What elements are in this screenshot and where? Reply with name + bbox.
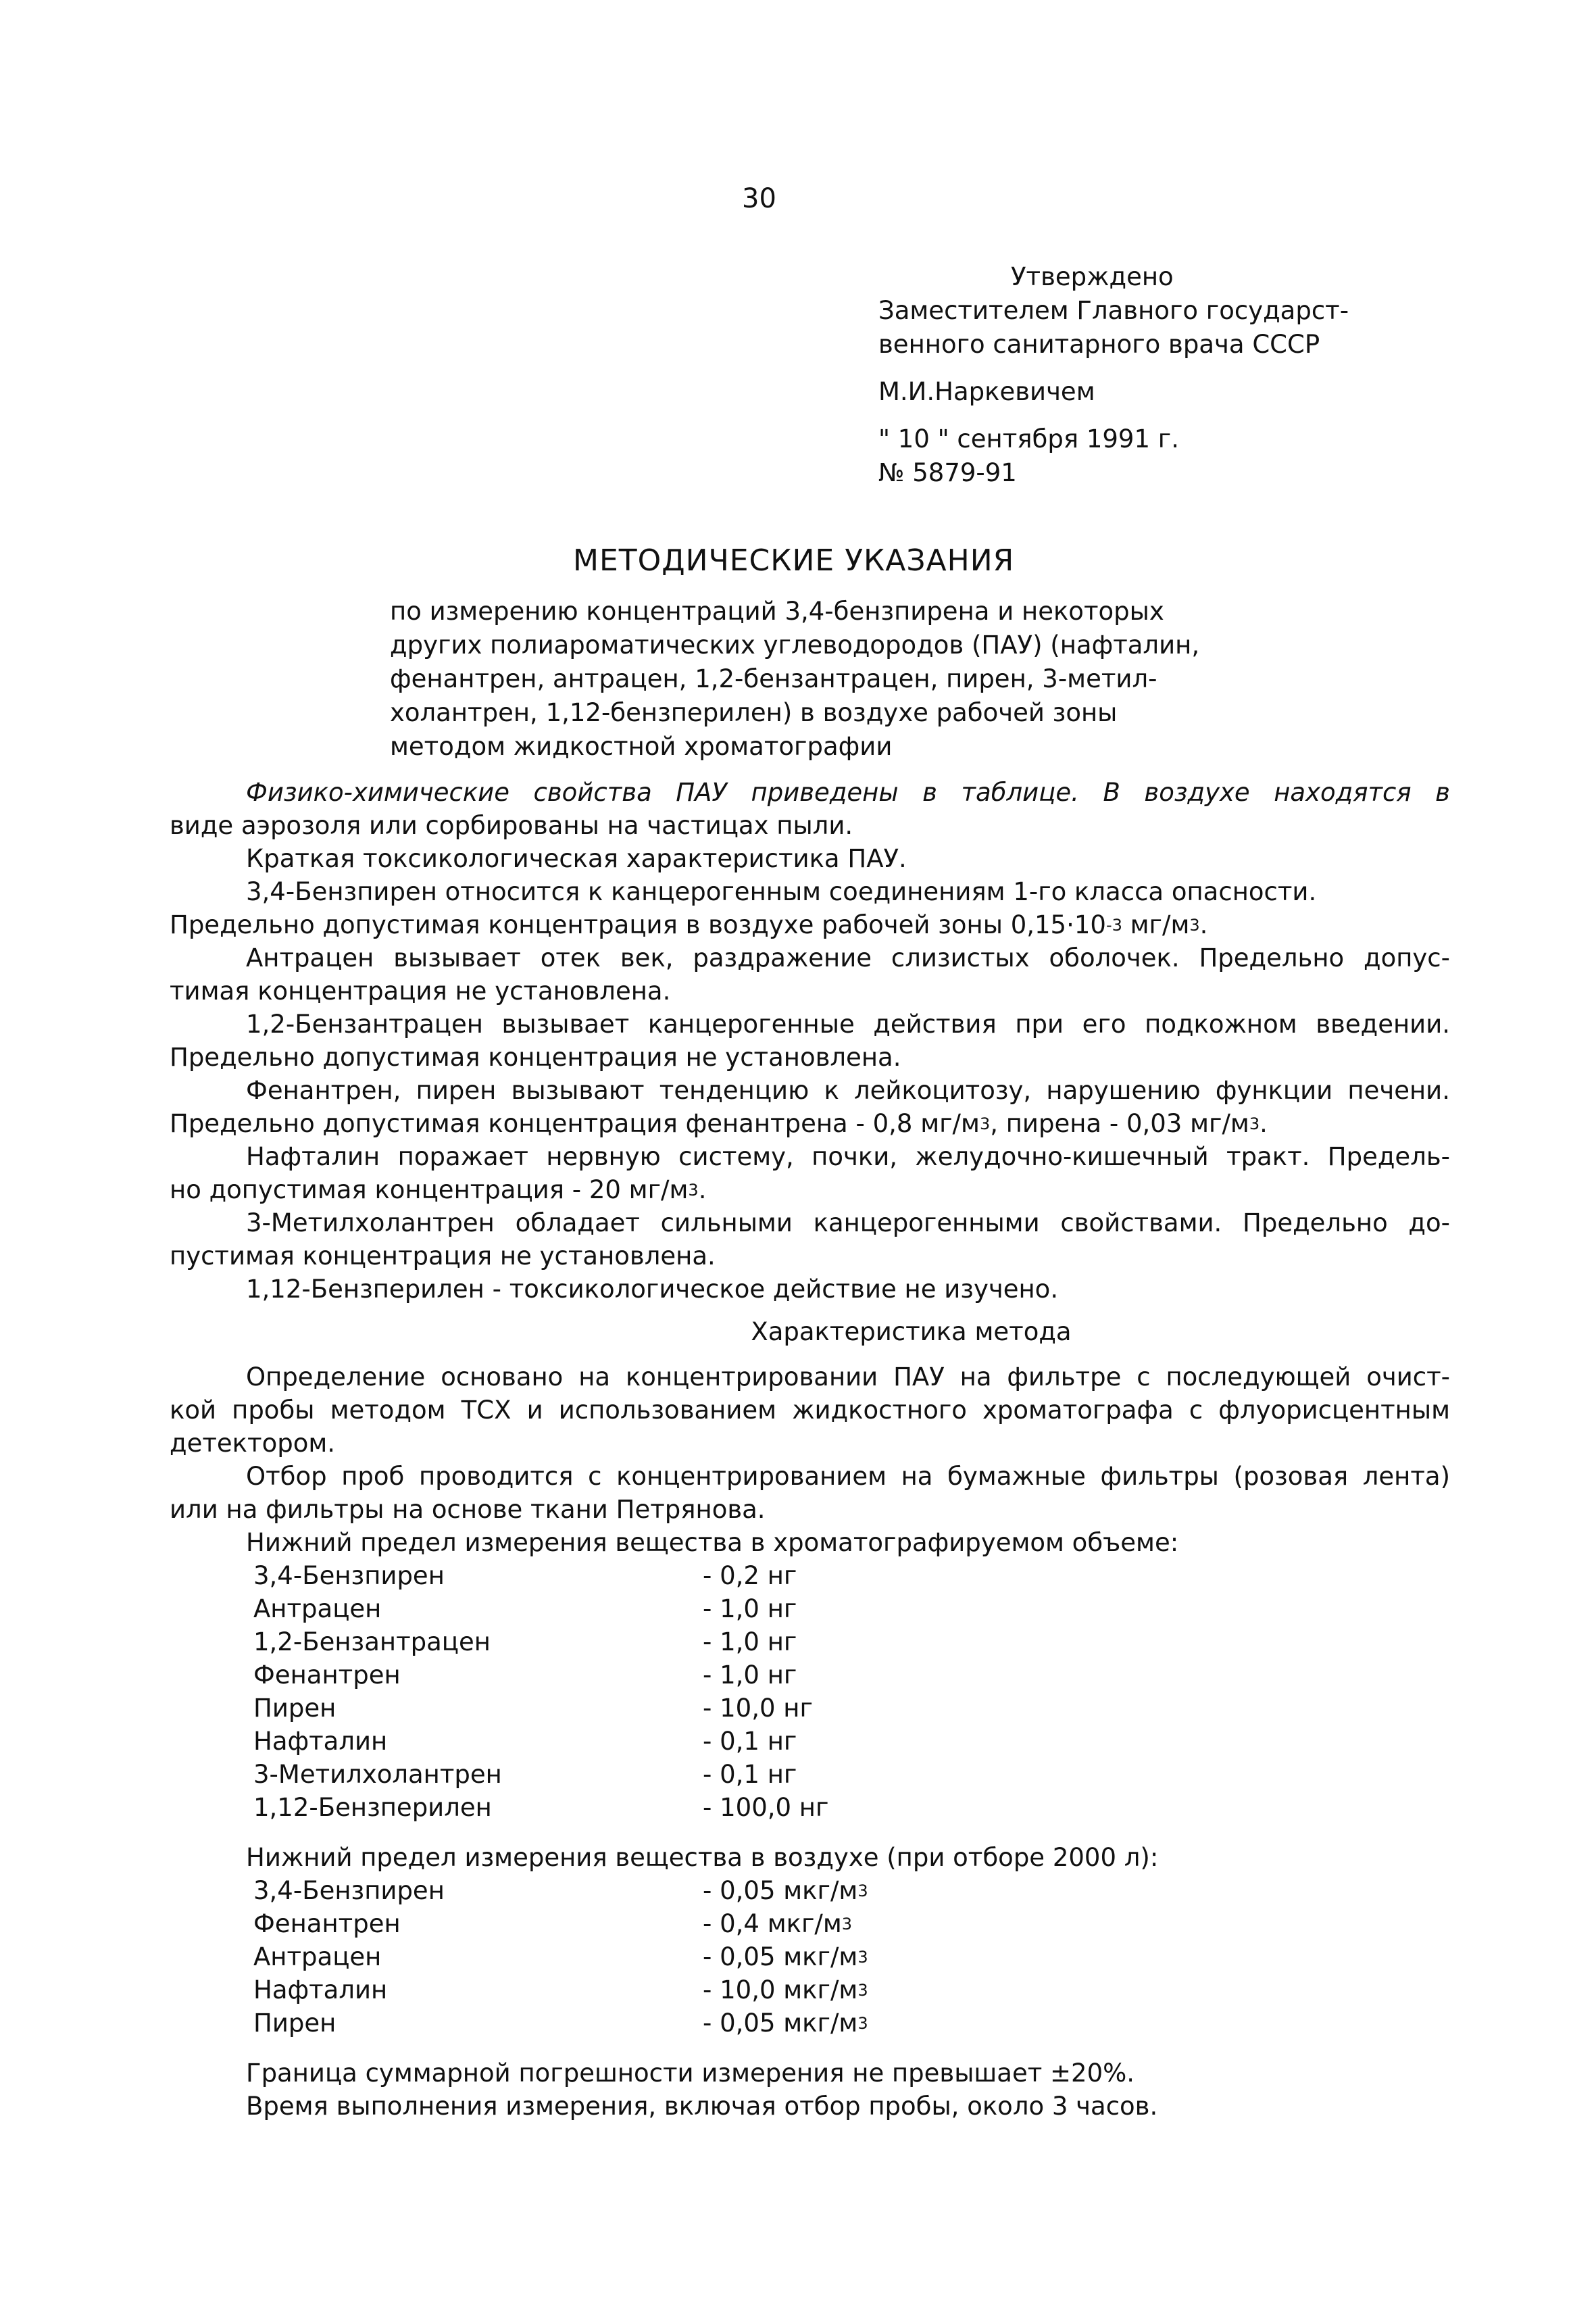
- limit-value-cell: [703, 1973, 868, 2007]
- table-row: [253, 1592, 828, 1625]
- limit-value: - 0,2 нг: [703, 1561, 797, 1590]
- table-row: [253, 1874, 868, 1907]
- limit-value: - 1,0 нг: [703, 1594, 797, 1623]
- substance-name: Фенантрен: [253, 1909, 401, 1938]
- substance-name: Нафталин: [253, 1727, 388, 1756]
- approval-line-2: венного санитарного врача СССР: [878, 330, 1320, 359]
- naphthalene-line-2: но допустимая концентрация - 20 мг/м: [170, 1175, 689, 1204]
- approval-heading: Утверждено: [1011, 262, 1174, 291]
- exponent: 3: [688, 1181, 699, 1200]
- paragraph-phenanthrene: [170, 1074, 1450, 1140]
- paragraph-benzanthracene: [170, 1008, 1450, 1074]
- table-row: [253, 2007, 868, 2040]
- substance-name: Пирен: [253, 2009, 336, 2038]
- substance-name: Фенантрен: [253, 1660, 401, 1690]
- phenanthrene-line-1: Фенантрен, пирен вызывают тенденцию к лейкоцитозу, нарушению функции печени.: [246, 1076, 1450, 1105]
- section-title: Характеристика метода: [751, 1317, 1072, 1346]
- paragraph-benzperylene: 1,12-Бензперилен - токсикологическое действие не изучено.: [246, 1275, 1059, 1304]
- anthracene-line-1: Антрацен вызывает отек век, раздражение слизистых оболочек. Предельно допус-: [246, 943, 1450, 973]
- document-body: [170, 776, 1450, 2123]
- paragraph-sampling: [170, 1460, 1450, 1526]
- limits-chrom-table: [253, 1559, 828, 1824]
- limit-value-cell: [703, 1874, 868, 1907]
- table-row: [253, 1940, 868, 1973]
- table-row: [253, 1907, 868, 1940]
- limit-value: - 0,05 мкг/м: [703, 1876, 858, 1905]
- limit-value: - 10,0 мкг/м: [703, 1975, 858, 2004]
- table-row: [253, 1559, 828, 1592]
- properties-text: В воздухе находятся в: [1078, 778, 1450, 807]
- limits-chrom-heading: Нижний предел измерения вещества в хроматографируемом объеме:: [246, 1528, 1179, 1557]
- exponent: 3: [857, 1948, 868, 1967]
- exponent: 3: [979, 1114, 991, 1133]
- benzanthracene-line-2: Предельно допустимая концентрация не установлена.: [170, 1043, 901, 1072]
- exponent: 3: [841, 1915, 853, 1934]
- measurement-time: Время выполнения измерения, включая отбор пробы, около 3 часов.: [246, 2092, 1158, 2121]
- limit-value: - 0,1 нг: [703, 1727, 797, 1756]
- anthracene-line-2: тимая концентрация не установлена.: [170, 977, 671, 1006]
- subtitle-line: других полиароматических углеводородов (ПАУ) (нафталин,: [390, 631, 1200, 660]
- paragraph-anthracene: [170, 941, 1450, 1008]
- limits-air-table: [253, 1874, 868, 2040]
- limit-value: - 0,4 мкг/м: [703, 1909, 842, 1938]
- subtitle-line: методом жидкостной хроматографии: [390, 732, 893, 761]
- limit-value: - 100,0 нг: [703, 1793, 829, 1822]
- document-title: МЕТОДИЧЕСКИЕ УКАЗАНИЯ: [573, 543, 1015, 578]
- substance-name: Пирен: [253, 1694, 336, 1723]
- table-row: [253, 1725, 828, 1758]
- unit: мг/м: [1122, 910, 1190, 939]
- approval-line-1: Заместителем Главного государст-: [878, 296, 1349, 325]
- error-bound: Граница суммарной погрешности измерения не превышает ±20%.: [246, 2059, 1135, 2088]
- limits-air-heading: Нижний предел измерения вещества в воздухе (при отборе 2000 л):: [246, 1843, 1159, 1872]
- exponent: -3: [1105, 916, 1122, 935]
- methylcholanthrene-line-2: пустимая концентрация не установлена.: [170, 1241, 716, 1271]
- approval-date: " 10 " сентября 1991 г.: [878, 424, 1179, 453]
- limit-value: - 0,05 мкг/м: [703, 2009, 858, 2038]
- sampling-line-1: Отбор проб проводится с концентрированием на бумажные фильтры (розовая лента): [246, 1462, 1450, 1491]
- subtitle-line: холантрен, 1,12-бензперилен) в воздухе рабочей зоны: [390, 698, 1118, 727]
- document-subtitle: [390, 595, 1199, 764]
- paragraph-method: [170, 1360, 1450, 1460]
- phenanthrene-line-2a: Предельно допустимая концентрация фенантрена - 0,8 мг/м: [170, 1109, 980, 1138]
- substance-name: 3,4-Бензпирен: [253, 1561, 445, 1590]
- approval-name: М.И.Наркевичем: [878, 377, 1095, 406]
- table-row: [253, 1791, 828, 1824]
- method-line-3: детектором.: [170, 1429, 335, 1458]
- exponent: 3: [857, 1981, 868, 2000]
- subtitle-line: фенантрен, антрацен, 1,2-бензантрацен, пирен, 3-метил-: [390, 664, 1157, 693]
- paragraph-properties: [170, 776, 1450, 842]
- limit-value-cell: [703, 1907, 868, 1940]
- substance-name: 1,12-Бензперилен: [253, 1793, 492, 1822]
- limit-value: - 0,1 нг: [703, 1760, 797, 1789]
- substance-name: Нафталин: [253, 1975, 388, 2004]
- benzpyrene-line-2: Предельно допустимая концентрация в воздухе рабочей зоны 0,15·10: [170, 910, 1106, 939]
- paragraph-naphthalene: [170, 1140, 1450, 1206]
- exponent: 3: [857, 2014, 868, 2033]
- substance-name: 1,2-Бензантрацен: [253, 1627, 491, 1656]
- limit-value: - 10,0 нг: [703, 1694, 813, 1723]
- limit-value: - 0,05 мкг/м: [703, 1942, 858, 1971]
- period: .: [698, 1175, 707, 1204]
- limit-value: - 1,0 нг: [703, 1660, 797, 1690]
- benzpyrene-line-1: 3,4-Бензпирен относится к канцерогенным соединениям 1-го класса опасности.: [246, 877, 1317, 906]
- exponent: 3: [857, 1881, 868, 1900]
- period: .: [1199, 910, 1208, 939]
- exponent: 3: [1249, 1114, 1260, 1133]
- method-line-1: Определение основано на концентрировании ПАУ на фильтре с последующей очист-: [246, 1362, 1450, 1392]
- naphthalene-line-1: Нафталин поражает нервную систему, почки, желудочно-кишечный тракт. Предель-: [246, 1142, 1450, 1171]
- limit-value-cell: [703, 2007, 868, 2040]
- subtitle-line: по измерению концентраций 3,4-бензпирена и некоторых: [390, 597, 1164, 626]
- paragraph-tox-heading: Краткая токсикологическая характеристика ПАУ.: [246, 844, 907, 873]
- limit-value: - 1,0 нг: [703, 1627, 797, 1656]
- table-row: [253, 1973, 868, 2007]
- period: .: [1260, 1109, 1268, 1138]
- substance-name: Антрацен: [253, 1594, 382, 1623]
- table-row: [253, 1625, 828, 1658]
- paragraph-methylcholanthrene: [170, 1206, 1450, 1273]
- table-row: [253, 1658, 828, 1692]
- page-number: 30: [742, 183, 776, 214]
- paragraph-benzpyrene: [170, 875, 1450, 941]
- table-row: [253, 1692, 828, 1725]
- approval-number: № 5879-91: [878, 458, 1017, 487]
- properties-italic-text: Физико-химические свойства ПАУ приведены в таблице.: [246, 778, 1079, 807]
- properties-line-2: виде аэрозоля или сорбированы на частицах пыли.: [170, 811, 853, 840]
- phenanthrene-line-2b: , пирена - 0,03 мг/м: [990, 1109, 1249, 1138]
- substance-name: 3-Метилхолантрен: [253, 1760, 502, 1789]
- method-line-2: кой пробы методом ТСХ и использованием жидкостного хроматографа с флуорисцентным: [170, 1396, 1450, 1425]
- methylcholanthrene-line-1: 3-Метилхолантрен обладает сильными канцерогенными свойствами. Предельно до-: [246, 1208, 1450, 1237]
- substance-name: 3,4-Бензпирен: [253, 1876, 445, 1905]
- limit-value-cell: [703, 1940, 868, 1973]
- sampling-line-2: или на фильтры на основе ткани Петрянова.: [170, 1495, 766, 1524]
- approval-block: [878, 260, 1349, 490]
- exponent: 3: [1189, 916, 1200, 935]
- substance-name: Антрацен: [253, 1942, 382, 1971]
- benzanthracene-line-1: 1,2-Бензантрацен вызывает канцерогенные действия при его подкожном введении.: [246, 1010, 1450, 1039]
- table-row: [253, 1758, 828, 1791]
